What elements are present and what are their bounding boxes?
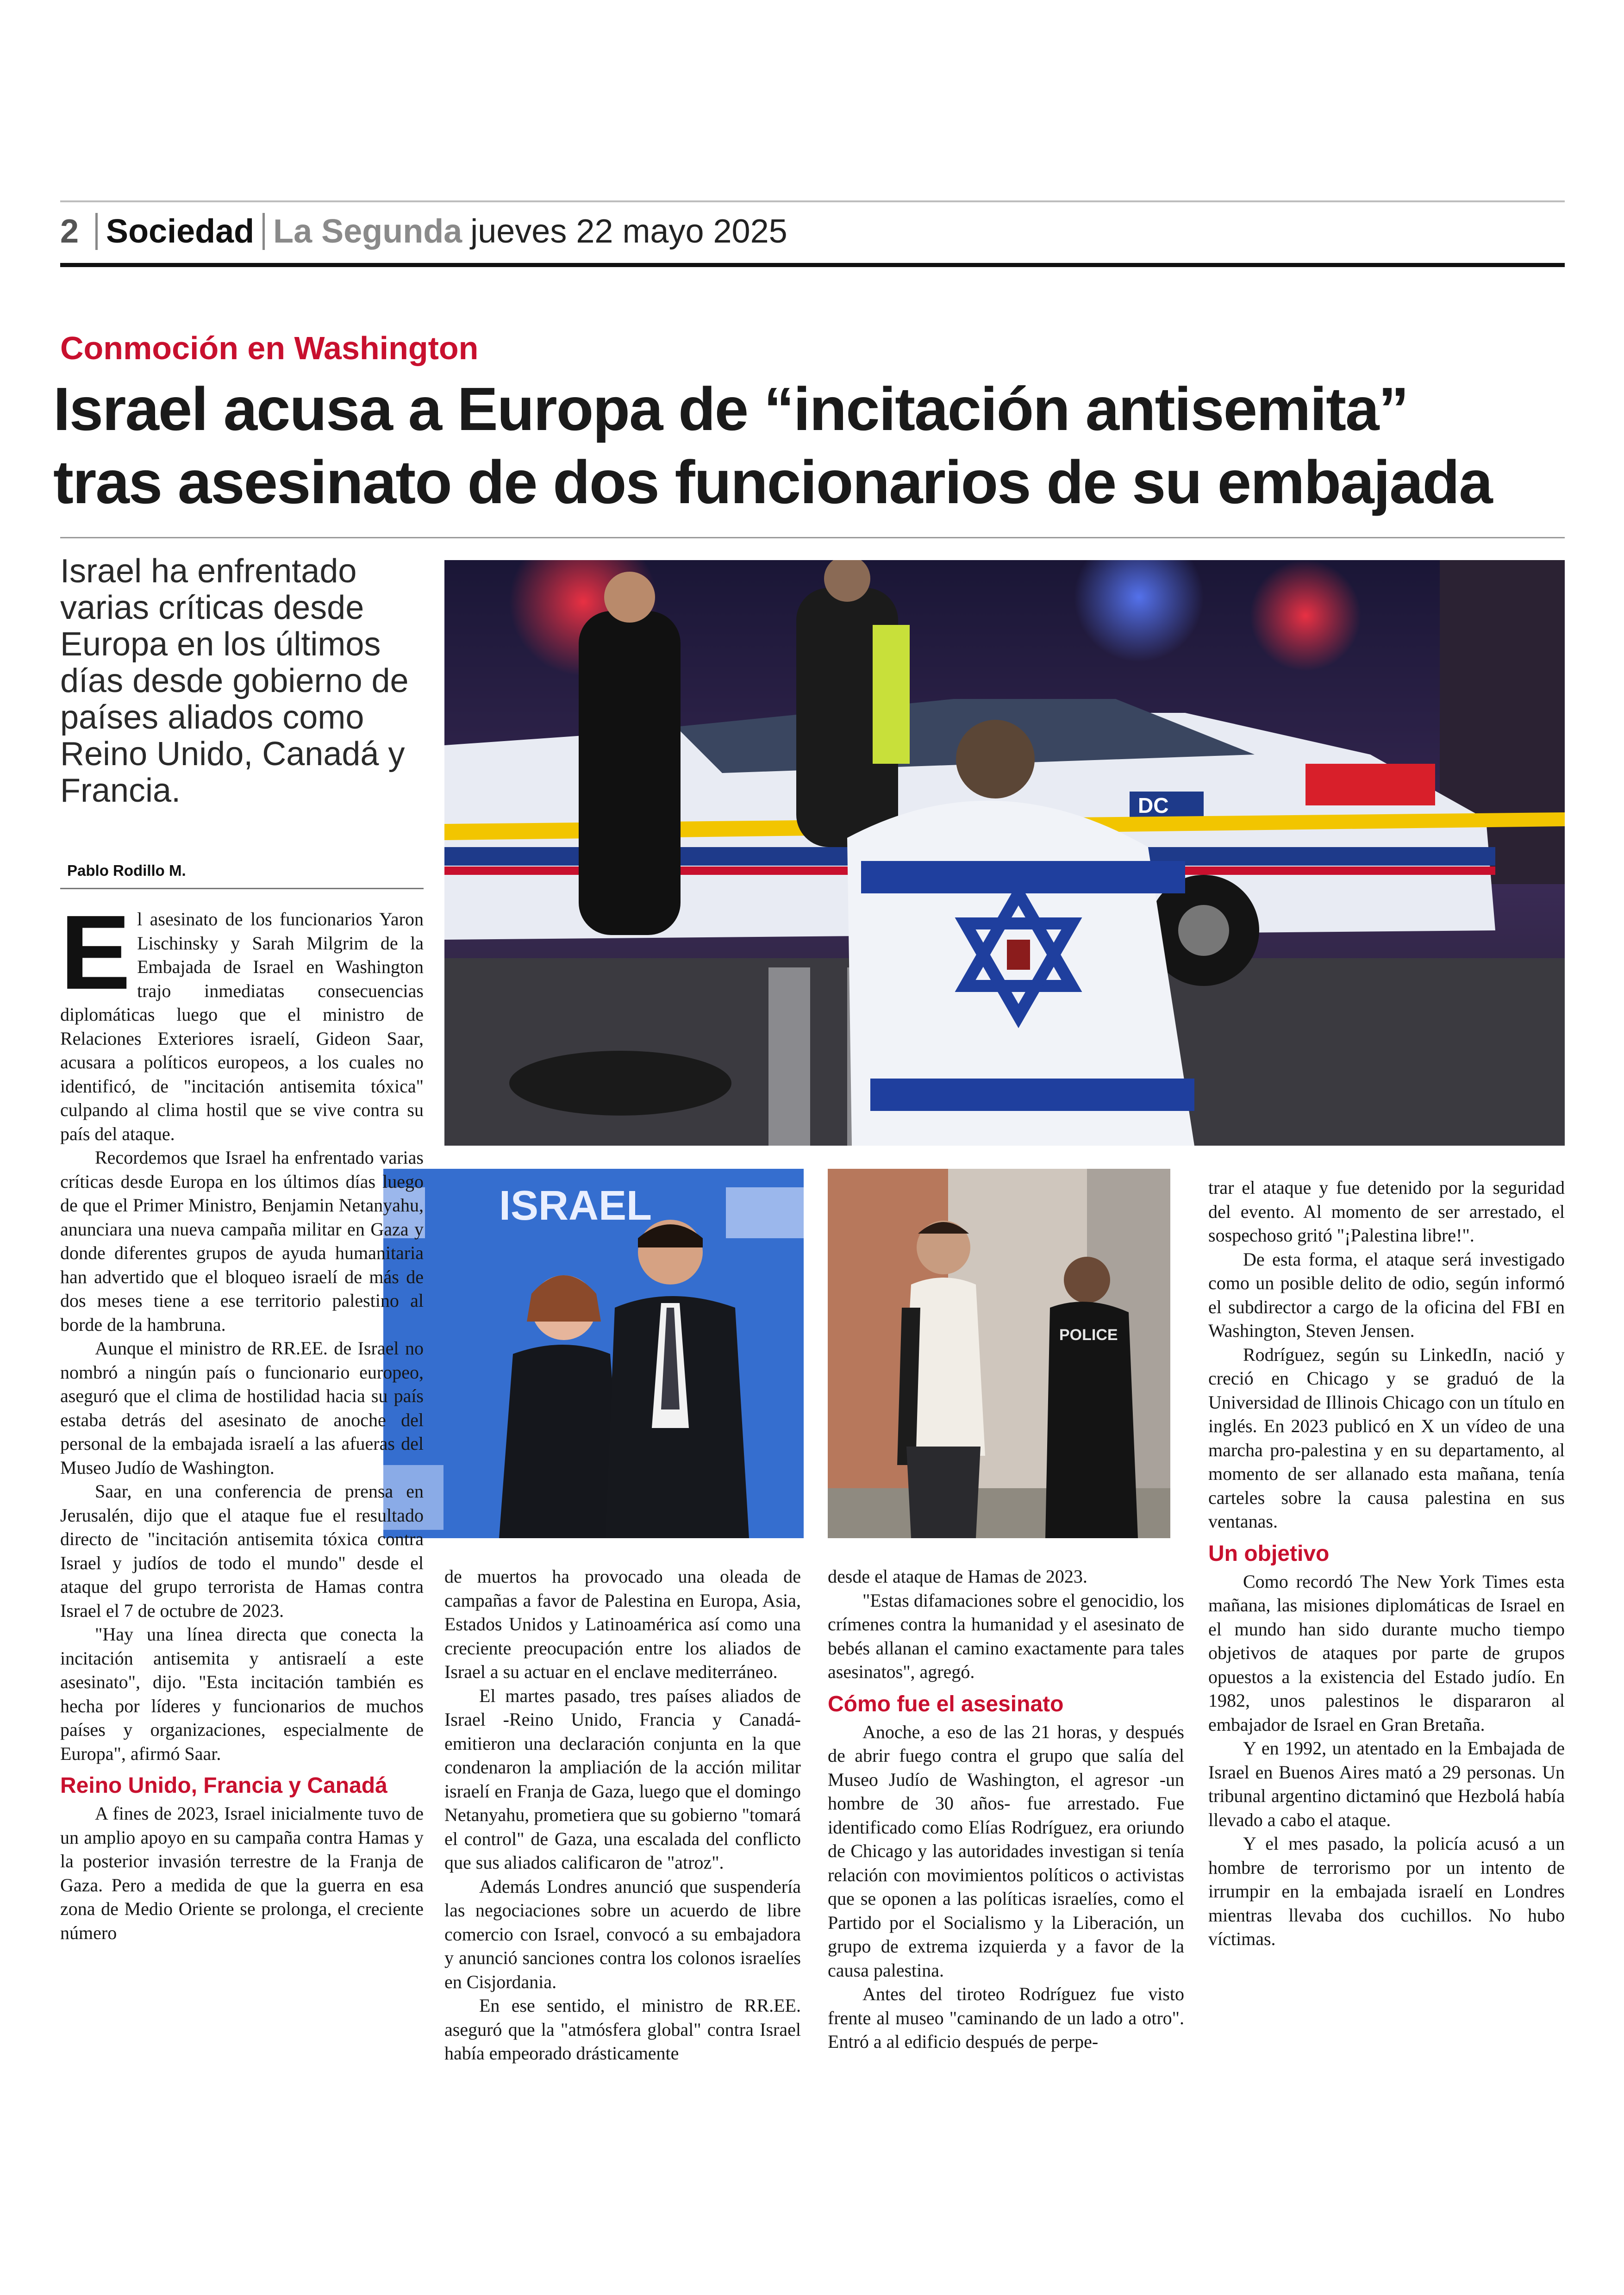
paragraph: Aunque el ministro de RR.EE. de Israel no nombró a ningún país o funcionario europeo, aseguró que el clima de hostilidad hacia su país estaba detrás del asesinato de anoche del personal de la embajada israelí a las afueras del Museo Judío de Washington. — [60, 1338, 424, 1478]
main-photo-vigil — [444, 560, 1565, 1146]
paragraph: l asesinato de los funcionarios Yaron Lischinsky y Sarah Milgrim de la Embajada de Israel en Washington trajo inmediatas consecuencias diplomáticas luego que el ministro de Relaciones Exteriores israelí, Gideon Saar, acusara a políticos europeos, a los cuales no identificó, de "incitación antisemita tóxica" culpando al clima hostil que se vive contra su país del ataque. — [60, 909, 424, 1144]
paragraph: de muertos ha provocado una oleada de campañas a favor de Palestina en Europa, Asia, Estados Unidos y Latinoamérica así como una creciente preocupación entre los aliados de Israel a su actuar en el enclave mediterráneo. — [444, 1566, 801, 1682]
headline-rule — [60, 537, 1565, 538]
section-name: Sociedad — [106, 213, 255, 250]
article-kicker: Conmoción en Washington — [60, 330, 479, 366]
arrest-scene — [828, 1169, 1170, 1538]
header-bottom-rule — [60, 263, 1565, 267]
paragraph: Antes del tiroteo Rodríguez fue visto frente al museo "caminando de un lado a otro". Entró a al edificio después de perpe- — [828, 1983, 1184, 2052]
paragraph: Anoche, a eso de las 21 horas, y después de abrir fuego contra el grupo que salía del Museo Judío de Washington, el agresor -un hombre de 30 años- fue arrestado. Fue identificado como Elías Rodríguez, era oriundo de Chicago y las autoridades investigan si tenía relación con movimientos políticos o activistas que se oponen a las políticas israelíes, como el Partido por el Socialismo y la Liberación, un grupo de extrema izquierda y a favor de la causa palestina. — [828, 1721, 1184, 1981]
paragraph: Recordemos que Israel ha enfrentado varias críticas desde Europa en los últimos días luego de que el Primer Ministro, Benjamin Netanyahu, anunciara una nueva campaña militar en Gaza y donde diferentes grupos de ayuda humanitaria han advertido que el bloqueo israelí de más de dos meses tiene a ese territorio palestino al borde de la hambruna. — [60, 1147, 424, 1335]
photo-arrest — [828, 1169, 1170, 1538]
byline: Pablo Rodillo M. — [67, 862, 186, 879]
couple-scene — [383, 1169, 804, 1538]
article-deck: Israel ha enfrentado varias críticas desde Europa en los últimos días desde gobierno de países aliados como Reino Unido, Canadá y Francia. — [60, 553, 409, 809]
police-car-text: DC — [1138, 793, 1169, 817]
publication-name: La Segunda — [273, 213, 462, 250]
byline-rule — [60, 888, 424, 889]
page-number: 2 — [60, 213, 79, 250]
subheading: Cómo fue el asesinato — [828, 1691, 1064, 1716]
drop-cap: E — [60, 894, 131, 1011]
vigil-scene — [444, 560, 1565, 1146]
paragraph: trar el ataque y fue detenido por la seguridad del evento. Al momento de ser arrestado, el sospechoso gritó "¡Palestina libre!". — [1208, 1177, 1565, 1246]
photo-couple — [383, 1169, 804, 1538]
paragraph: A fines de 2023, Israel inicialmente tuvo de un amplio apoyo en su campaña contra Hamas y la posterior invasión terrestre de la Franja de Gaza. Pero a medida de que la guerra en esa zona de Medio Oriente se prolonga, el creciente número — [60, 1803, 424, 1943]
paragraph: El martes pasado, tres países aliados de Israel -Reino Unido, Francia y Canadá- emitieron una declaración conjunta en la que condenaron la ampliación de la acción militar israelí en Franja de Gaza, luego que el domingo Netanyahu, prometiera que su gobierno "tomará el control" de Gaza, una escalada del conflicto que sus aliados calificaron de "atroz". — [444, 1685, 801, 1873]
paragraph: Saar, en una conferencia de prensa en Jerusalén, dijo que el ataque fue el resultado directo de "incitación antisemita tóxica contra Israel y judíos de todo el mundo" desde el ataque del grupo terrorista de Hamas contra Israel el 7 de octubre de 2023. — [60, 1481, 424, 1621]
subheading: Un objetivo — [1208, 1541, 1330, 1566]
issue-date: jueves 22 mayo 2025 — [470, 213, 787, 250]
paragraph: desde el ataque de Hamas de 2023. — [828, 1566, 1087, 1587]
paragraph: Rodríguez, según su LinkedIn, nació y creció en Chicago y se graduó de la Universidad de Illinois Chicago con un título en inglés. En 2023 publicó en X un vídeo de una marcha pro-palestina y en su departamento, al momento de ser allanado esta mañana, tenía carteles sobre la causa palestina en sus ventanas. — [1208, 1344, 1565, 1532]
article-headline — [53, 373, 1581, 519]
paragraph: Además Londres anunció que suspendería las negociaciones sobre un acuerdo de libre comercio con Israel, convocó a su embajadora y anunció sanciones contra los colonos israelíes en Cisjordania. — [444, 1876, 801, 1992]
article-column-3 — [828, 1565, 1184, 2054]
police-vest-text: POLICE — [1059, 1326, 1118, 1344]
paragraph: Como recordó The New York Times esta mañana, las misiones diplomáticas de Israel en el mundo han sido durante mucho tiempo objetivos de ataques por parte de grupos opuestos a la existencia del Estado judío. En 1982, unos palestinos le dispararon al embajador de Israel en Gran Bretaña. — [1208, 1571, 1565, 1735]
paragraph: En ese sentido, el ministro de RR.EE. aseguró que la "atmósfera global" contra Israel había empeorado drásticamente — [444, 1995, 801, 2064]
paragraph: "Estas difamaciones sobre el genocidio, los crímenes contra la humanidad y el asesinato de bebés allanan el camino exactamente para tales asesinatos", agregó. — [828, 1590, 1184, 1682]
headline-line-2: tras asesinato de dos funcionarios de su embajada — [53, 448, 1492, 516]
headline-line-1: Israel acusa a Europa de “incitación antisemita” — [53, 375, 1408, 443]
paragraph: "Hay una línea directa que conecta la incitación antisemita y antisraelí a este asesinato", dijo. "Esta incitación también es hecha por líderes y funcionarios de muchos países y organizaciones, especialmente de Europa", afirmó Saar. — [60, 1624, 424, 1764]
paragraph: Y en 1992, un atentado en la Embajada de Israel en Buenos Aires mató a 29 personas. Un tribunal argentino dictaminó que Hezbolá había llevado a cabo el ataque. — [1208, 1738, 1565, 1830]
subheading: Reino Unido, Francia y Canadá — [60, 1773, 387, 1798]
header-divider — [95, 213, 98, 250]
article-column-4 — [1208, 1176, 1565, 1951]
backdrop-text: ISRAEL — [499, 1183, 652, 1229]
header-divider — [262, 213, 265, 250]
article-column-2 — [444, 1565, 801, 2065]
header-top-rule — [60, 200, 1565, 202]
page-header — [60, 206, 787, 257]
paragraph: Y el mes pasado, la policía acusó a un hombre de terrorismo por un intento de irrumpir en la embajada israelí en Londres mientras llevaba dos cuchillos. No hubo víctimas. — [1208, 1833, 1565, 1949]
paragraph: De esta forma, el ataque será investigado como un posible delito de odio, según informó el subdirector a cargo de la oficina del FBI en Washington, Steven Jensen. — [1208, 1248, 1565, 1341]
article-column-1 — [60, 894, 424, 1945]
